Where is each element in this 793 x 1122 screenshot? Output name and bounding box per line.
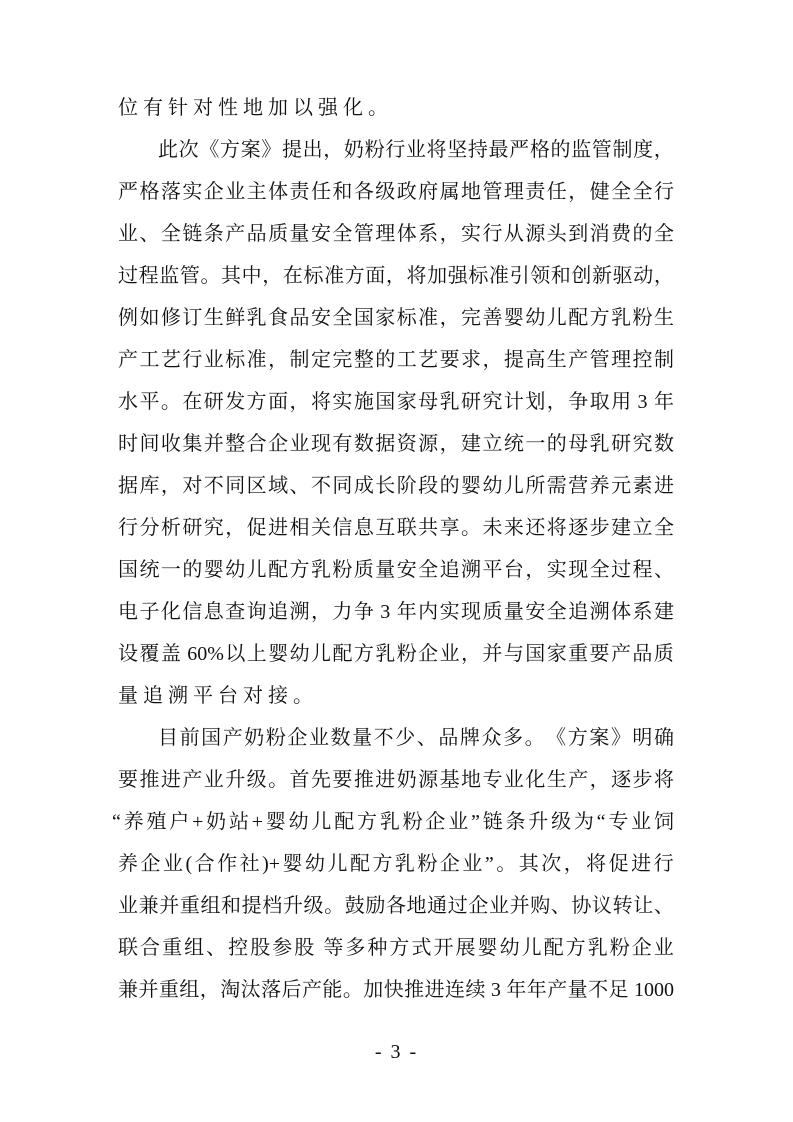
text-line: “ 养 殖 户 + 奶 站 + 婴 幼 儿 配 方 乳 粉 企 业 ” 链 条 升 级 为 “ 专 业 饲 (112, 811, 674, 833)
page-number: - 3 - (374, 1041, 419, 1063)
text-line: 电 子 化 信 息 查 询 追 溯 ， 力 争 3 年 内 实 现 质 量 安 全 追 溯 体 系 建 (118, 601, 674, 623)
text-line: 水 平 。 在 研 发 方 面 ， 将 实 施 国 家 母 乳 研 究 计 划 ， 争 取 用 3 年 (118, 391, 674, 413)
text-line: 目 前 国 产 奶 粉 企 业 数 量 不 少 、 品 牌 众 多 。 《 方 案 》 明 确 (158, 727, 674, 749)
text-line: 要 推 进 产 业 升 级 。 首 先 要 推 进 奶 源 基 地 专 业 化 生 产 ， 逐 步 将 (118, 769, 674, 791)
text-line: 据 库 ， 对 不 同 区 域 、 不 同 成 长 阶 段 的 婴 幼 儿 所 需 营 养 元 素 进 (118, 475, 674, 497)
text-line: 联 合 重 组 、 控 股 参 股 等 多 种 方 式 开 展 婴 幼 儿 配 方 乳 粉 企 业 (118, 937, 674, 959)
text-line: 设 覆 盖 60% 以 上 婴 幼 儿 配 方 乳 粉 企 业 ， 并 与 国 家 重 要 产 品 质 (118, 643, 674, 665)
text-line: 位有针对性地加以强化。 (118, 97, 393, 119)
document-body (112, 87, 674, 1011)
text-line: 量追溯平台对接。 (118, 685, 318, 707)
text-line: 例 如 修 订 生 鲜 乳 食 品 安 全 国 家 标 准 ， 完 善 婴 幼 儿 配 方 乳 粉 生 (118, 307, 674, 329)
text-line: 行 分 析 研 究 ， 促 进 相 关 信 息 互 联 共 享 。 未 来 还 将 逐 步 建 立 全 (118, 517, 674, 539)
text-line: 时 间 收 集 并 整 合 企 业 现 有 数 据 资 源 ， 建 立 统 一 的 母 乳 研 究 数 (118, 433, 674, 455)
text-line: 过 程 监 管 。 其 中 ， 在 标 准 方 面 ， 将 加 强 标 准 引 领 和 创 新 驱 动 ， (118, 265, 674, 287)
text-line: 业 、 全 链 条 产 品 质 量 安 全 管 理 体 系 ， 实 行 从 源 头 到 消 费 的 全 (118, 223, 674, 245)
text-line: 国 统 一 的 婴 幼 儿 配 方 乳 粉 质 量 安 全 追 溯 平 台 ， 实 现 全 过 程 、 (118, 559, 674, 581)
text-line: 产 工 艺 行 业 标 准 ， 制 定 完 整 的 工 艺 要 求 ， 提 高 生 产 管 理 控 制 (118, 349, 674, 371)
text-line: 养 企 业 ( 合 作 社 )+ 婴 幼 儿 配 方 乳 粉 企 业 ” 。 其 次 ， 将 促 进 行 (118, 853, 674, 875)
text-line: 此 次 《 方 案 》 提 出 ， 奶 粉 行 业 将 坚 持 最 严 格 的 监 管 制 度 ， (158, 139, 674, 161)
text-line: 业 兼 并 重 组 和 提 档 升 级 。 鼓 励 各 地 通 过 企 业 并 购 、 协 议 转 让 、 (118, 895, 674, 917)
text-line: 严 格 落 实 企 业 主 体 责 任 和 各 级 政 府 属 地 管 理 责 任 ， 健 全 全 行 (118, 181, 674, 203)
text-line: 兼 并 重 组 ， 淘 汰 落 后 产 能 。 加 快 推 进 连 续 3 年 年 产 量 不 足 1000 (118, 979, 674, 1001)
